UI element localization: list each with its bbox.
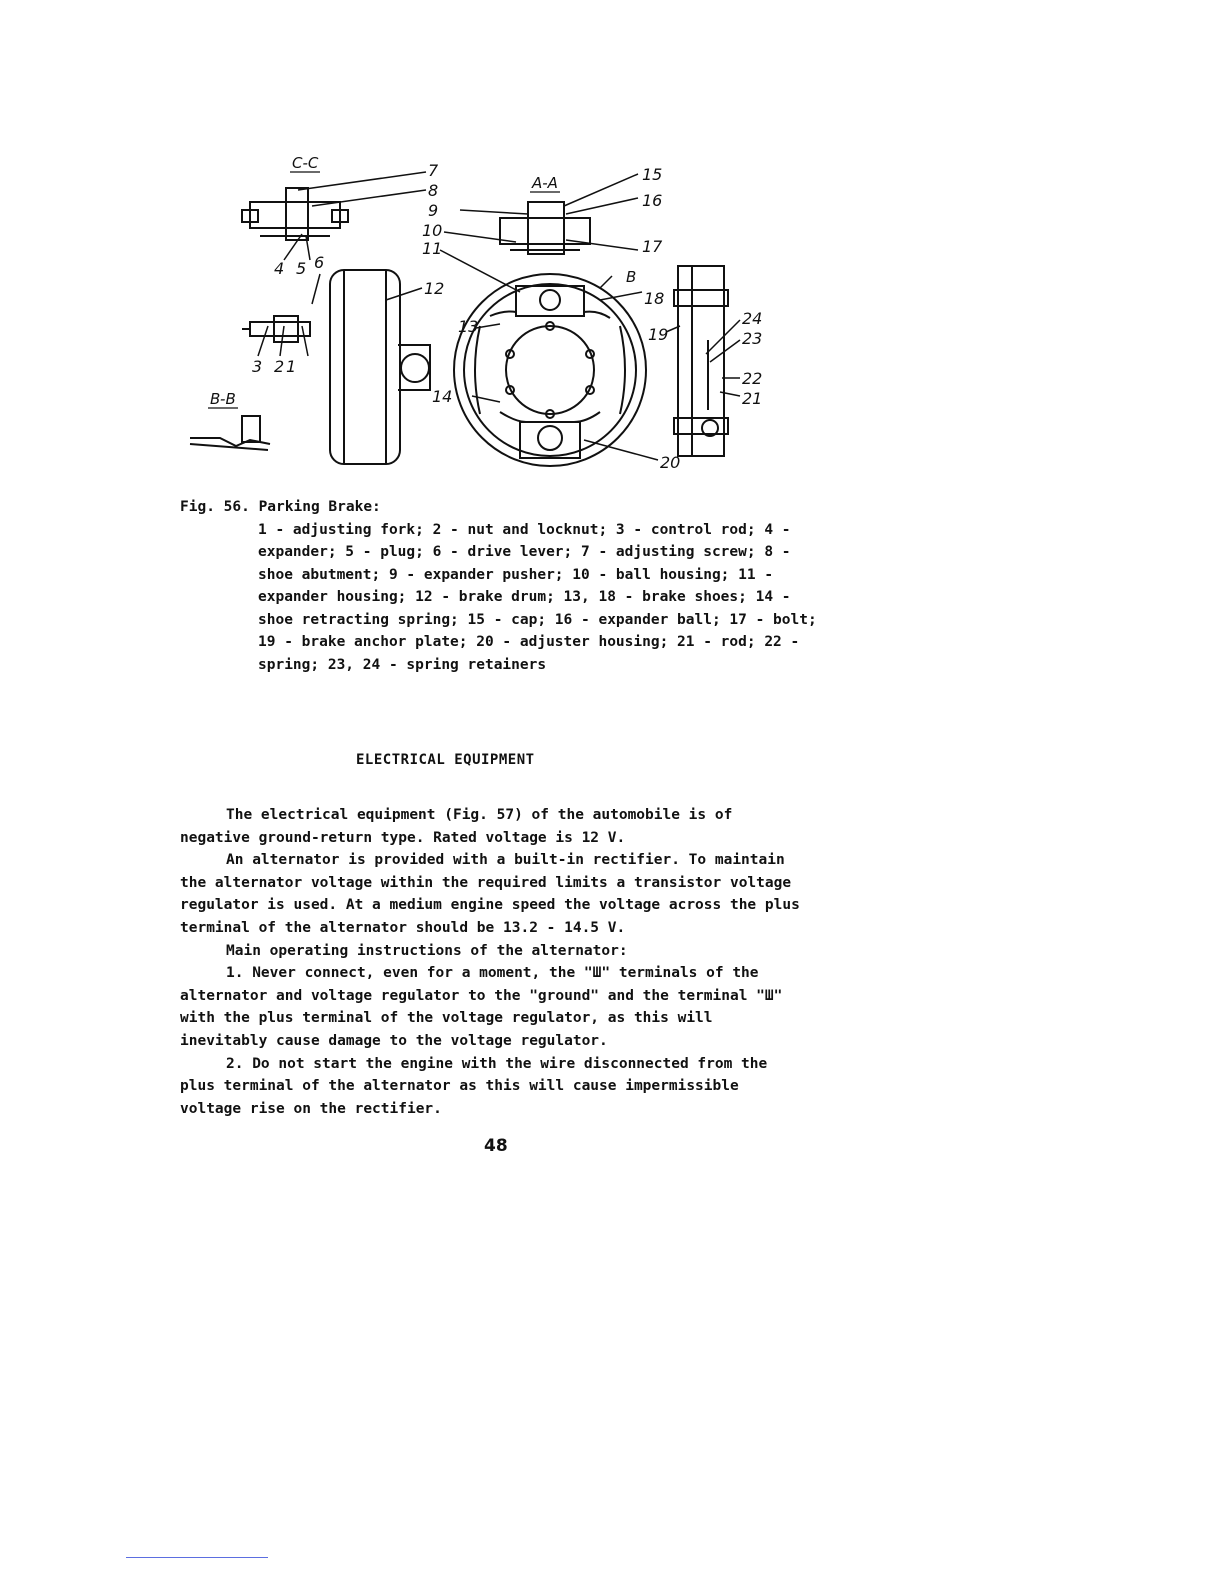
callout-20: 20 (660, 453, 681, 472)
callout-24: 24 (742, 309, 763, 328)
parking-brake-figure (180, 140, 820, 480)
section-label-bb: B-B (210, 390, 236, 408)
section-heading: ELECTRICAL EQUIPMENT (356, 752, 535, 768)
paragraph: The electrical equipment (Fig. 57) of the automobile is of negative ground-return type. Rated voltage is 12 V. (180, 807, 733, 846)
section-label-cc: C-C (292, 154, 319, 172)
parking-brake-drawing (180, 140, 820, 480)
callout-23: 23 (742, 329, 763, 348)
callout-10: 10 (422, 221, 443, 240)
callout-19: 19 (648, 325, 669, 344)
callout-11: 11 (422, 239, 443, 258)
section-label-b-arrow: B (626, 268, 637, 286)
callout-17: 17 (642, 237, 663, 256)
paragraph: 1. Never connect, even for a moment, the "Ш" terminals of the alternator and voltage regulator to the "ground" and the terminal "Ш" with the plus terminal of the voltage regulator, as this will inevitably cause damage to the voltage regulator. (180, 965, 783, 1049)
callout-6: 6 (314, 253, 325, 272)
callout-16: 16 (642, 191, 663, 210)
callout-4: 4 (274, 259, 285, 278)
callout-2: 2 (274, 357, 285, 376)
figure-caption (180, 496, 820, 676)
page-number: 48 (484, 1136, 508, 1156)
figure-caption-legend: 1 - adjusting fork; 2 - nut and locknut; 3 - control rod; 4 - expander; 5 - plug; 6 - drive lever; 7 - adjusting screw; 8 - shoe abutment; 9 - expander pusher; 10 - ball housing; 11 - expander housing; 12 - brake drum; 13, 18 - brake shoes; 14 - shoe retracting spring; 15 - cap; 16 - expander ball; 17 - bolt; 19 - brake anchor plate; 20 - adjuster housing; 21 - rod; 22 - spring; 23, 24 - spring retainers (258, 521, 817, 673)
callout-14: 14 (432, 387, 453, 406)
callout-21: 21 (742, 389, 763, 408)
footnote-divider (126, 1557, 268, 1558)
paragraph: An alternator is provided with a built-in rectifier. To maintain the alternator voltage within the required limits a transistor voltage regulator is used. At a medium engine speed the voltage across the plus terminal of the alternator should be 13.2 - 14.5 V. (180, 852, 800, 936)
callout-8: 8 (428, 181, 439, 200)
section-label-aa: A-A (532, 174, 558, 192)
figure-caption-title: Fig. 56. Parking Brake: (180, 499, 381, 515)
callout-15: 15 (642, 165, 663, 184)
callout-3: 3 (252, 357, 263, 376)
callout-5: 5 (296, 259, 307, 278)
callout-1: 1 (286, 357, 297, 376)
callout-9: 9 (428, 201, 439, 220)
callout-12: 12 (424, 279, 445, 298)
callout-7: 7 (428, 161, 439, 180)
body-text (180, 804, 800, 1120)
paragraph: Main operating instructions of the alternator: (226, 942, 628, 959)
callout-13: 13 (458, 317, 479, 336)
callout-22: 22 (742, 369, 763, 388)
paragraph: 2. Do not start the engine with the wire disconnected from the plus terminal of the alternator as this will cause impermissible voltage rise on the rectifier. (180, 1055, 768, 1117)
callout-18: 18 (644, 289, 665, 308)
